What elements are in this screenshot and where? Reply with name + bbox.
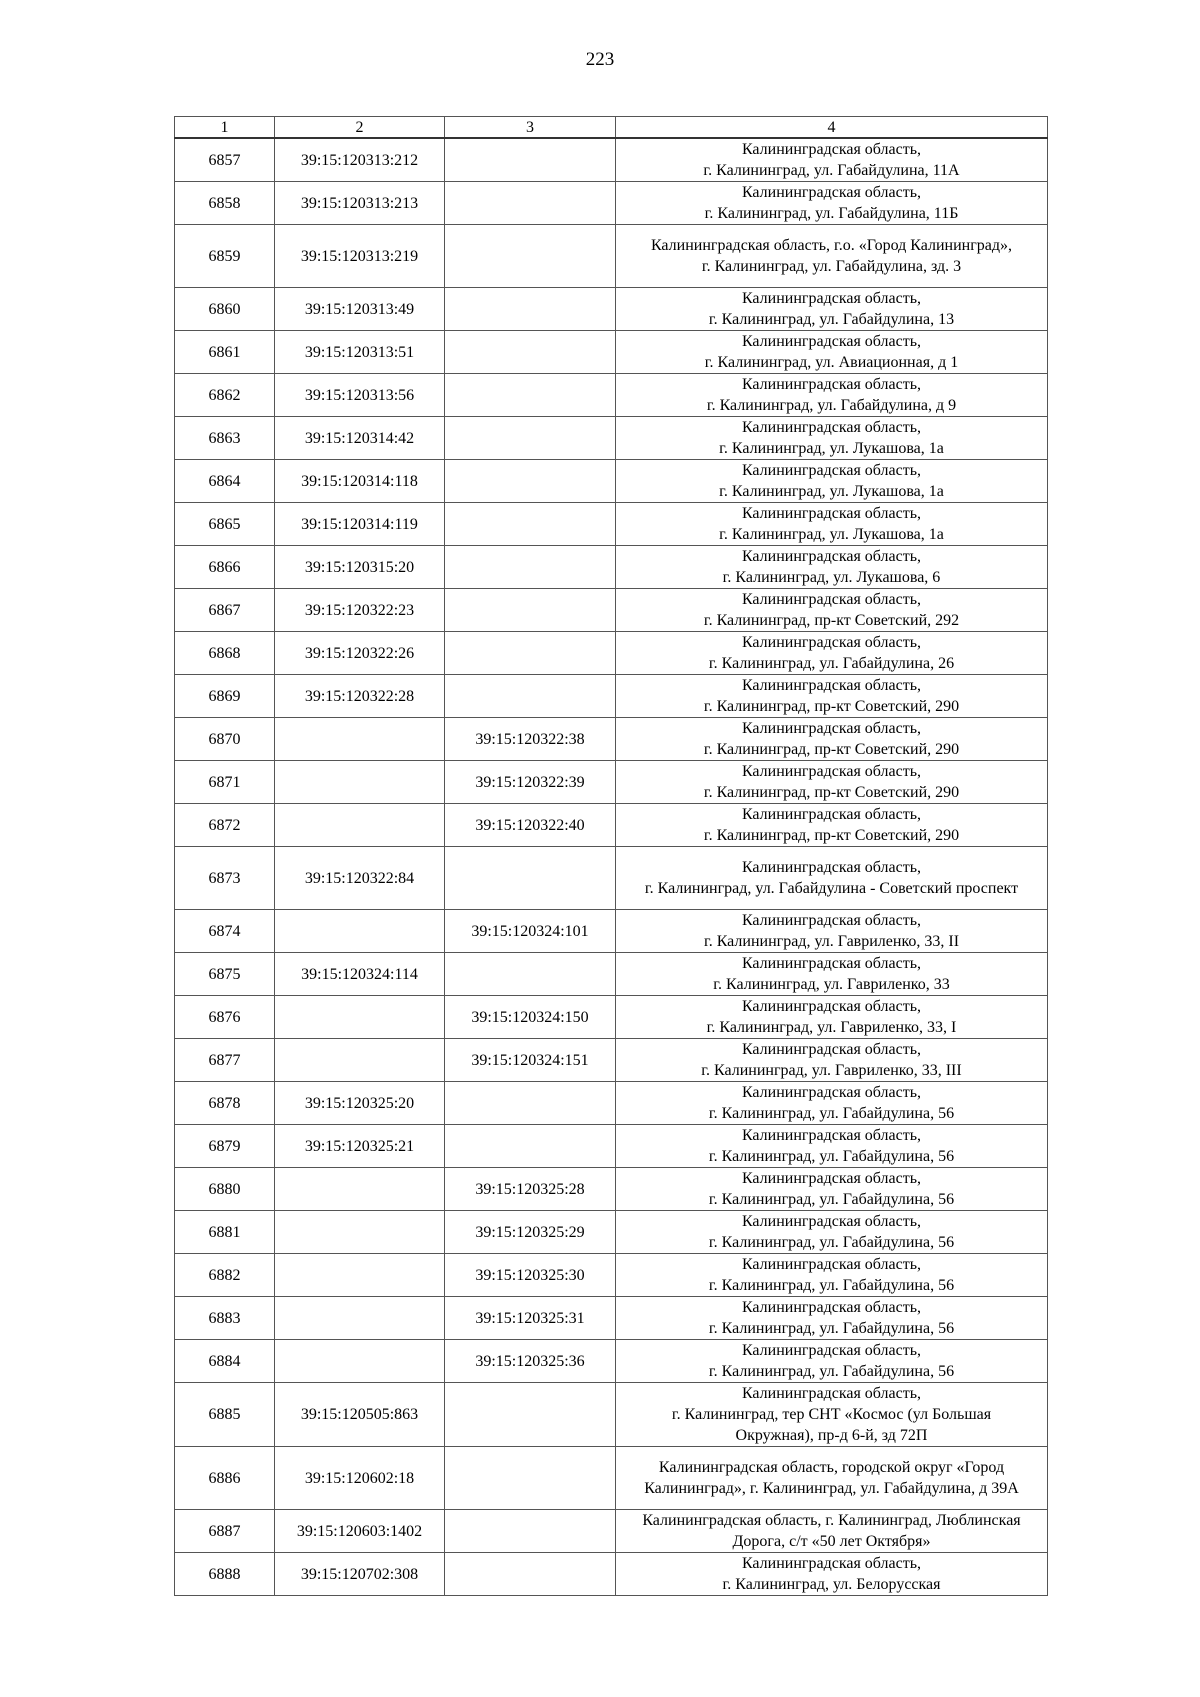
object-cadastral-number-cell [445,1447,616,1510]
address-line: г. Калининград, ул. Габайдулина, 56 [708,1363,955,1380]
row-number-cell: 6881 [175,1211,275,1254]
address-line: г. Калининград, ул. Габайдулина, зд. 3 [701,258,962,275]
table-row [175,288,1048,331]
address-cell [616,1447,1048,1510]
address-line: г. Калининград, пр-кт Советский, 290 [703,698,960,715]
address-line: Калининградская область, [741,376,922,393]
object-cadastral-number-cell: 39:15:120322:39 [445,761,616,804]
address-cell [616,804,1048,847]
address-line: Калининградская область, [741,763,922,780]
cadastral-number-cell [275,1211,445,1254]
address-line: Калининградская область, г. Калининград, Люблинская [642,1512,1021,1529]
page-number: 223 [585,49,615,70]
object-cadastral-number-cell [445,1125,616,1168]
address-line: Калининградская область, [741,720,922,737]
object-cadastral-number-cell: 39:15:120325:29 [445,1211,616,1254]
object-cadastral-number-cell [445,503,616,546]
row-number-cell: 6876 [175,996,275,1039]
address-line: Калининградская область, [741,1385,922,1402]
address-line: г. Калининград, ул. Лукашова, 1а [719,440,944,457]
object-cadastral-number-cell [445,546,616,589]
address-cell [616,225,1048,288]
object-cadastral-number-cell [445,1082,616,1125]
address-line: Окружная), пр-д 6-й, зд 72П [735,1427,928,1444]
address-line: Калининградская область, [741,1084,922,1101]
object-cadastral-number-cell: 39:15:120322:40 [445,804,616,847]
object-cadastral-number-cell [445,182,616,225]
cadastral-number-cell: 39:15:120322:28 [275,675,445,718]
object-cadastral-number-cell: 39:15:120324:101 [445,910,616,953]
address-line: г. Калининград, ул. Габайдулина, 56 [708,1320,955,1337]
cadastral-number-cell [275,1039,445,1082]
address-cell [616,288,1048,331]
address-line: г. Калининград, ул. Габайдулина, 11А [703,162,960,179]
table-row [175,1254,1048,1297]
address-line: Калининградская область, [741,1256,922,1273]
table-row [175,1340,1048,1383]
object-cadastral-number-cell [445,331,616,374]
address-cell [616,761,1048,804]
table-row [175,1510,1048,1553]
address-cell [616,632,1048,675]
cadastral-number-cell [275,804,445,847]
address-line: Калининградская область, [741,591,922,608]
object-cadastral-number-cell [445,953,616,996]
address-cell [616,1340,1048,1383]
address-line: Калининградская область, [741,1342,922,1359]
address-line: Калининградская область, [741,1555,922,1572]
table-row [175,417,1048,460]
object-cadastral-number-cell [445,225,616,288]
row-number-cell: 6879 [175,1125,275,1168]
cadastral-number-cell: 39:15:120313:49 [275,288,445,331]
address-line: г. Калининград, ул. Габайдулина, 56 [708,1277,955,1294]
column-header-3: 3 [445,117,616,139]
address-cell [616,953,1048,996]
address-line: г. Калининград, ул. Габайдулина, д 9 [706,397,957,414]
cadastral-number-cell: 39:15:120314:119 [275,503,445,546]
address-line: Калининградская область, [741,806,922,823]
table-row [175,1447,1048,1510]
address-line: Калининградская область, [741,912,922,929]
address-line: Калининградская область, [741,505,922,522]
object-cadastral-number-cell [445,460,616,503]
cadastral-number-cell: 39:15:120314:118 [275,460,445,503]
address-line: г. Калининград, тер СНТ «Космос (ул Большая [671,1406,992,1423]
address-line: Дорога, с/т «50 лет Октября» [732,1533,931,1550]
object-cadastral-number-cell [445,417,616,460]
table-row [175,761,1048,804]
object-cadastral-number-cell [445,1510,616,1553]
cadastral-number-cell [275,1168,445,1211]
cadastral-number-cell: 39:15:120313:51 [275,331,445,374]
address-line: г. Калининград, ул. Габайдулина, 56 [708,1105,955,1122]
object-cadastral-number-cell: 39:15:120325:31 [445,1297,616,1340]
row-number-cell: 6882 [175,1254,275,1297]
row-number-cell: 6857 [175,138,275,182]
row-number-cell: 6862 [175,374,275,417]
table-row [175,182,1048,225]
address-line: г. Калининград, ул. Габайдулина, 13 [708,311,955,328]
address-line: Калининградская область, [741,859,922,876]
address-cell [616,1553,1048,1596]
cadastral-number-cell: 39:15:120602:18 [275,1447,445,1510]
cadastral-number-cell: 39:15:120322:84 [275,847,445,910]
object-cadastral-number-cell [445,675,616,718]
row-number-cell: 6858 [175,182,275,225]
table-header [175,117,1048,139]
address-cell [616,1254,1048,1297]
address-line: Калининградская область, [741,1170,922,1187]
row-number-cell: 6861 [175,331,275,374]
address-line: Калининградская область, [741,141,922,158]
object-cadastral-number-cell [445,374,616,417]
address-line: г. Калининград, ул. Гавриленко, 33, III [701,1062,962,1079]
cadastral-number-cell: 39:15:120325:20 [275,1082,445,1125]
table-row [175,1297,1048,1340]
object-cadastral-number-cell: 39:15:120324:150 [445,996,616,1039]
address-cell [616,1168,1048,1211]
table-row [175,1039,1048,1082]
table-row [175,847,1048,910]
address-cell [616,417,1048,460]
table-row [175,1168,1048,1211]
address-line: Калининградская область, [741,419,922,436]
address-line: г. Калининград, пр-кт Советский, 290 [703,827,960,844]
address-line: г. Калининград, ул. Габайдулина, 26 [708,655,955,672]
object-cadastral-number-cell: 39:15:120324:151 [445,1039,616,1082]
address-cell [616,1125,1048,1168]
table-row [175,675,1048,718]
row-number-cell: 6870 [175,718,275,761]
table-row [175,804,1048,847]
address-line: г. Калининград, ул. Габайдулина, 56 [708,1234,955,1251]
row-number-cell: 6885 [175,1383,275,1447]
row-number-cell: 6872 [175,804,275,847]
table-row [175,1125,1048,1168]
cadastral-number-cell: 39:15:120322:23 [275,589,445,632]
address-line: г. Калининград, пр-кт Советский, 290 [703,784,960,801]
cadastral-number-cell [275,1254,445,1297]
object-cadastral-number-cell [445,1383,616,1447]
row-number-cell: 6869 [175,675,275,718]
table-row [175,718,1048,761]
cadastral-number-cell [275,910,445,953]
cadastral-number-cell: 39:15:120603:1402 [275,1510,445,1553]
address-line: Калининградская область, [741,998,922,1015]
row-number-cell: 6875 [175,953,275,996]
row-number-cell: 6873 [175,847,275,910]
table-row [175,953,1048,996]
object-cadastral-number-cell [445,589,616,632]
address-cell [616,847,1048,910]
address-line: Калининградская область, [741,184,922,201]
address-line: Калининградская область, [741,333,922,350]
cadastral-number-cell [275,1297,445,1340]
cadastral-number-cell: 39:15:120313:212 [275,138,445,182]
row-number-cell: 6867 [175,589,275,632]
object-cadastral-number-cell: 39:15:120325:30 [445,1254,616,1297]
table-row [175,1383,1048,1447]
address-line: Калининградская область, [741,1041,922,1058]
row-number-cell: 6868 [175,632,275,675]
address-line: г. Калининград, ул. Авиационная, д 1 [704,354,959,371]
table-row [175,910,1048,953]
address-cell [616,182,1048,225]
cadastral-number-cell [275,718,445,761]
row-number-cell: 6880 [175,1168,275,1211]
address-line: Калининградская область, [741,548,922,565]
address-line: Калининградская область, [741,634,922,651]
registry-table [174,116,1048,1596]
table-row [175,1553,1048,1596]
column-header-4: 4 [616,117,1048,139]
cadastral-number-cell: 39:15:120702:308 [275,1553,445,1596]
row-number-cell: 6884 [175,1340,275,1383]
table-row [175,460,1048,503]
address-cell [616,503,1048,546]
row-number-cell: 6860 [175,288,275,331]
cadastral-number-cell [275,1340,445,1383]
table-row [175,374,1048,417]
address-line: г. Калининград, ул. Белорусская [722,1576,941,1593]
object-cadastral-number-cell: 39:15:120325:28 [445,1168,616,1211]
row-number-cell: 6864 [175,460,275,503]
address-cell [616,910,1048,953]
row-number-cell: 6871 [175,761,275,804]
column-header-1: 1 [175,117,275,139]
address-line: г. Калининград, ул. Гавриленко, 33, II [703,933,960,950]
address-cell [616,546,1048,589]
address-cell [616,138,1048,182]
address-line: г. Калининград, пр-кт Советский, 290 [703,741,960,758]
table-row [175,331,1048,374]
row-number-cell: 6866 [175,546,275,589]
column-header-2: 2 [275,117,445,139]
address-line: Калининградская область, [741,1213,922,1230]
cadastral-number-cell: 39:15:120313:213 [275,182,445,225]
address-line: г. Калининград, ул. Лукашова, 1а [719,483,944,500]
address-line: Калининград», г. Калининград, ул. Габайдулина, д 39А [644,1480,1019,1497]
object-cadastral-number-cell [445,1553,616,1596]
address-cell [616,1297,1048,1340]
address-cell [616,718,1048,761]
row-number-cell: 6874 [175,910,275,953]
object-cadastral-number-cell [445,138,616,182]
address-cell [616,1510,1048,1553]
table-row [175,996,1048,1039]
cadastral-number-cell: 39:15:120322:26 [275,632,445,675]
address-line: Калининградская область, [741,1127,922,1144]
table-row [175,589,1048,632]
address-line: Калининградская область, [741,955,922,972]
table-row [175,225,1048,288]
address-line: Калининградская область, [741,462,922,479]
row-number-cell: 6887 [175,1510,275,1553]
address-line: Калининградская область, [741,290,922,307]
address-cell [616,675,1048,718]
row-number-cell: 6883 [175,1297,275,1340]
address-line: г. Калининград, ул. Лукашова, 1а [719,526,944,543]
address-line: Калининградская область, [741,677,922,694]
table-row [175,546,1048,589]
cadastral-number-cell: 39:15:120324:114 [275,953,445,996]
row-number-cell: 6865 [175,503,275,546]
cadastral-number-cell: 39:15:120314:42 [275,417,445,460]
address-cell [616,374,1048,417]
table-row [175,632,1048,675]
cadastral-number-cell [275,996,445,1039]
address-line: г. Калининград, пр-кт Советский, 292 [703,612,960,629]
cadastral-number-cell: 39:15:120505:863 [275,1383,445,1447]
row-number-cell: 6886 [175,1447,275,1510]
address-line: Калининградская область, [741,1299,922,1316]
row-number-cell: 6859 [175,225,275,288]
row-number-cell: 6878 [175,1082,275,1125]
address-cell [616,460,1048,503]
table-body [175,138,1048,1596]
address-cell [616,1383,1048,1447]
address-line: г. Калининград, ул. Лукашова, 6 [722,569,941,586]
cadastral-number-cell: 39:15:120315:20 [275,546,445,589]
address-cell [616,331,1048,374]
address-line: Калининградская область, г.о. «Город Калининград», [650,237,1013,254]
address-cell [616,1211,1048,1254]
row-number-cell: 6888 [175,1553,275,1596]
cadastral-number-cell [275,761,445,804]
address-cell [616,589,1048,632]
address-line: г. Калининград, ул. Габайдулина - Советский проспект [644,880,1019,897]
address-line: г. Калининград, ул. Габайдулина, 11Б [704,205,959,222]
object-cadastral-number-cell: 39:15:120325:36 [445,1340,616,1383]
row-number-cell: 6863 [175,417,275,460]
table-row [175,138,1048,182]
address-cell [616,1082,1048,1125]
cadastral-number-cell: 39:15:120313:219 [275,225,445,288]
table-row [175,1211,1048,1254]
address-line: г. Калининград, ул. Габайдулина, 56 [708,1148,955,1165]
address-line: г. Калининград, ул. Габайдулина, 56 [708,1191,955,1208]
object-cadastral-number-cell [445,632,616,675]
cadastral-number-cell: 39:15:120325:21 [275,1125,445,1168]
address-line: г. Калининград, ул. Гавриленко, 33 [713,976,950,993]
row-number-cell: 6877 [175,1039,275,1082]
table-row [175,1082,1048,1125]
address-line: Калининградская область, городской округ «Город [658,1459,1005,1476]
object-cadastral-number-cell [445,288,616,331]
cadastral-number-cell: 39:15:120313:56 [275,374,445,417]
address-cell [616,996,1048,1039]
address-line: г. Калининград, ул. Гавриленко, 33, I [706,1019,957,1036]
table-row [175,503,1048,546]
object-cadastral-number-cell: 39:15:120322:38 [445,718,616,761]
object-cadastral-number-cell [445,847,616,910]
address-cell [616,1039,1048,1082]
